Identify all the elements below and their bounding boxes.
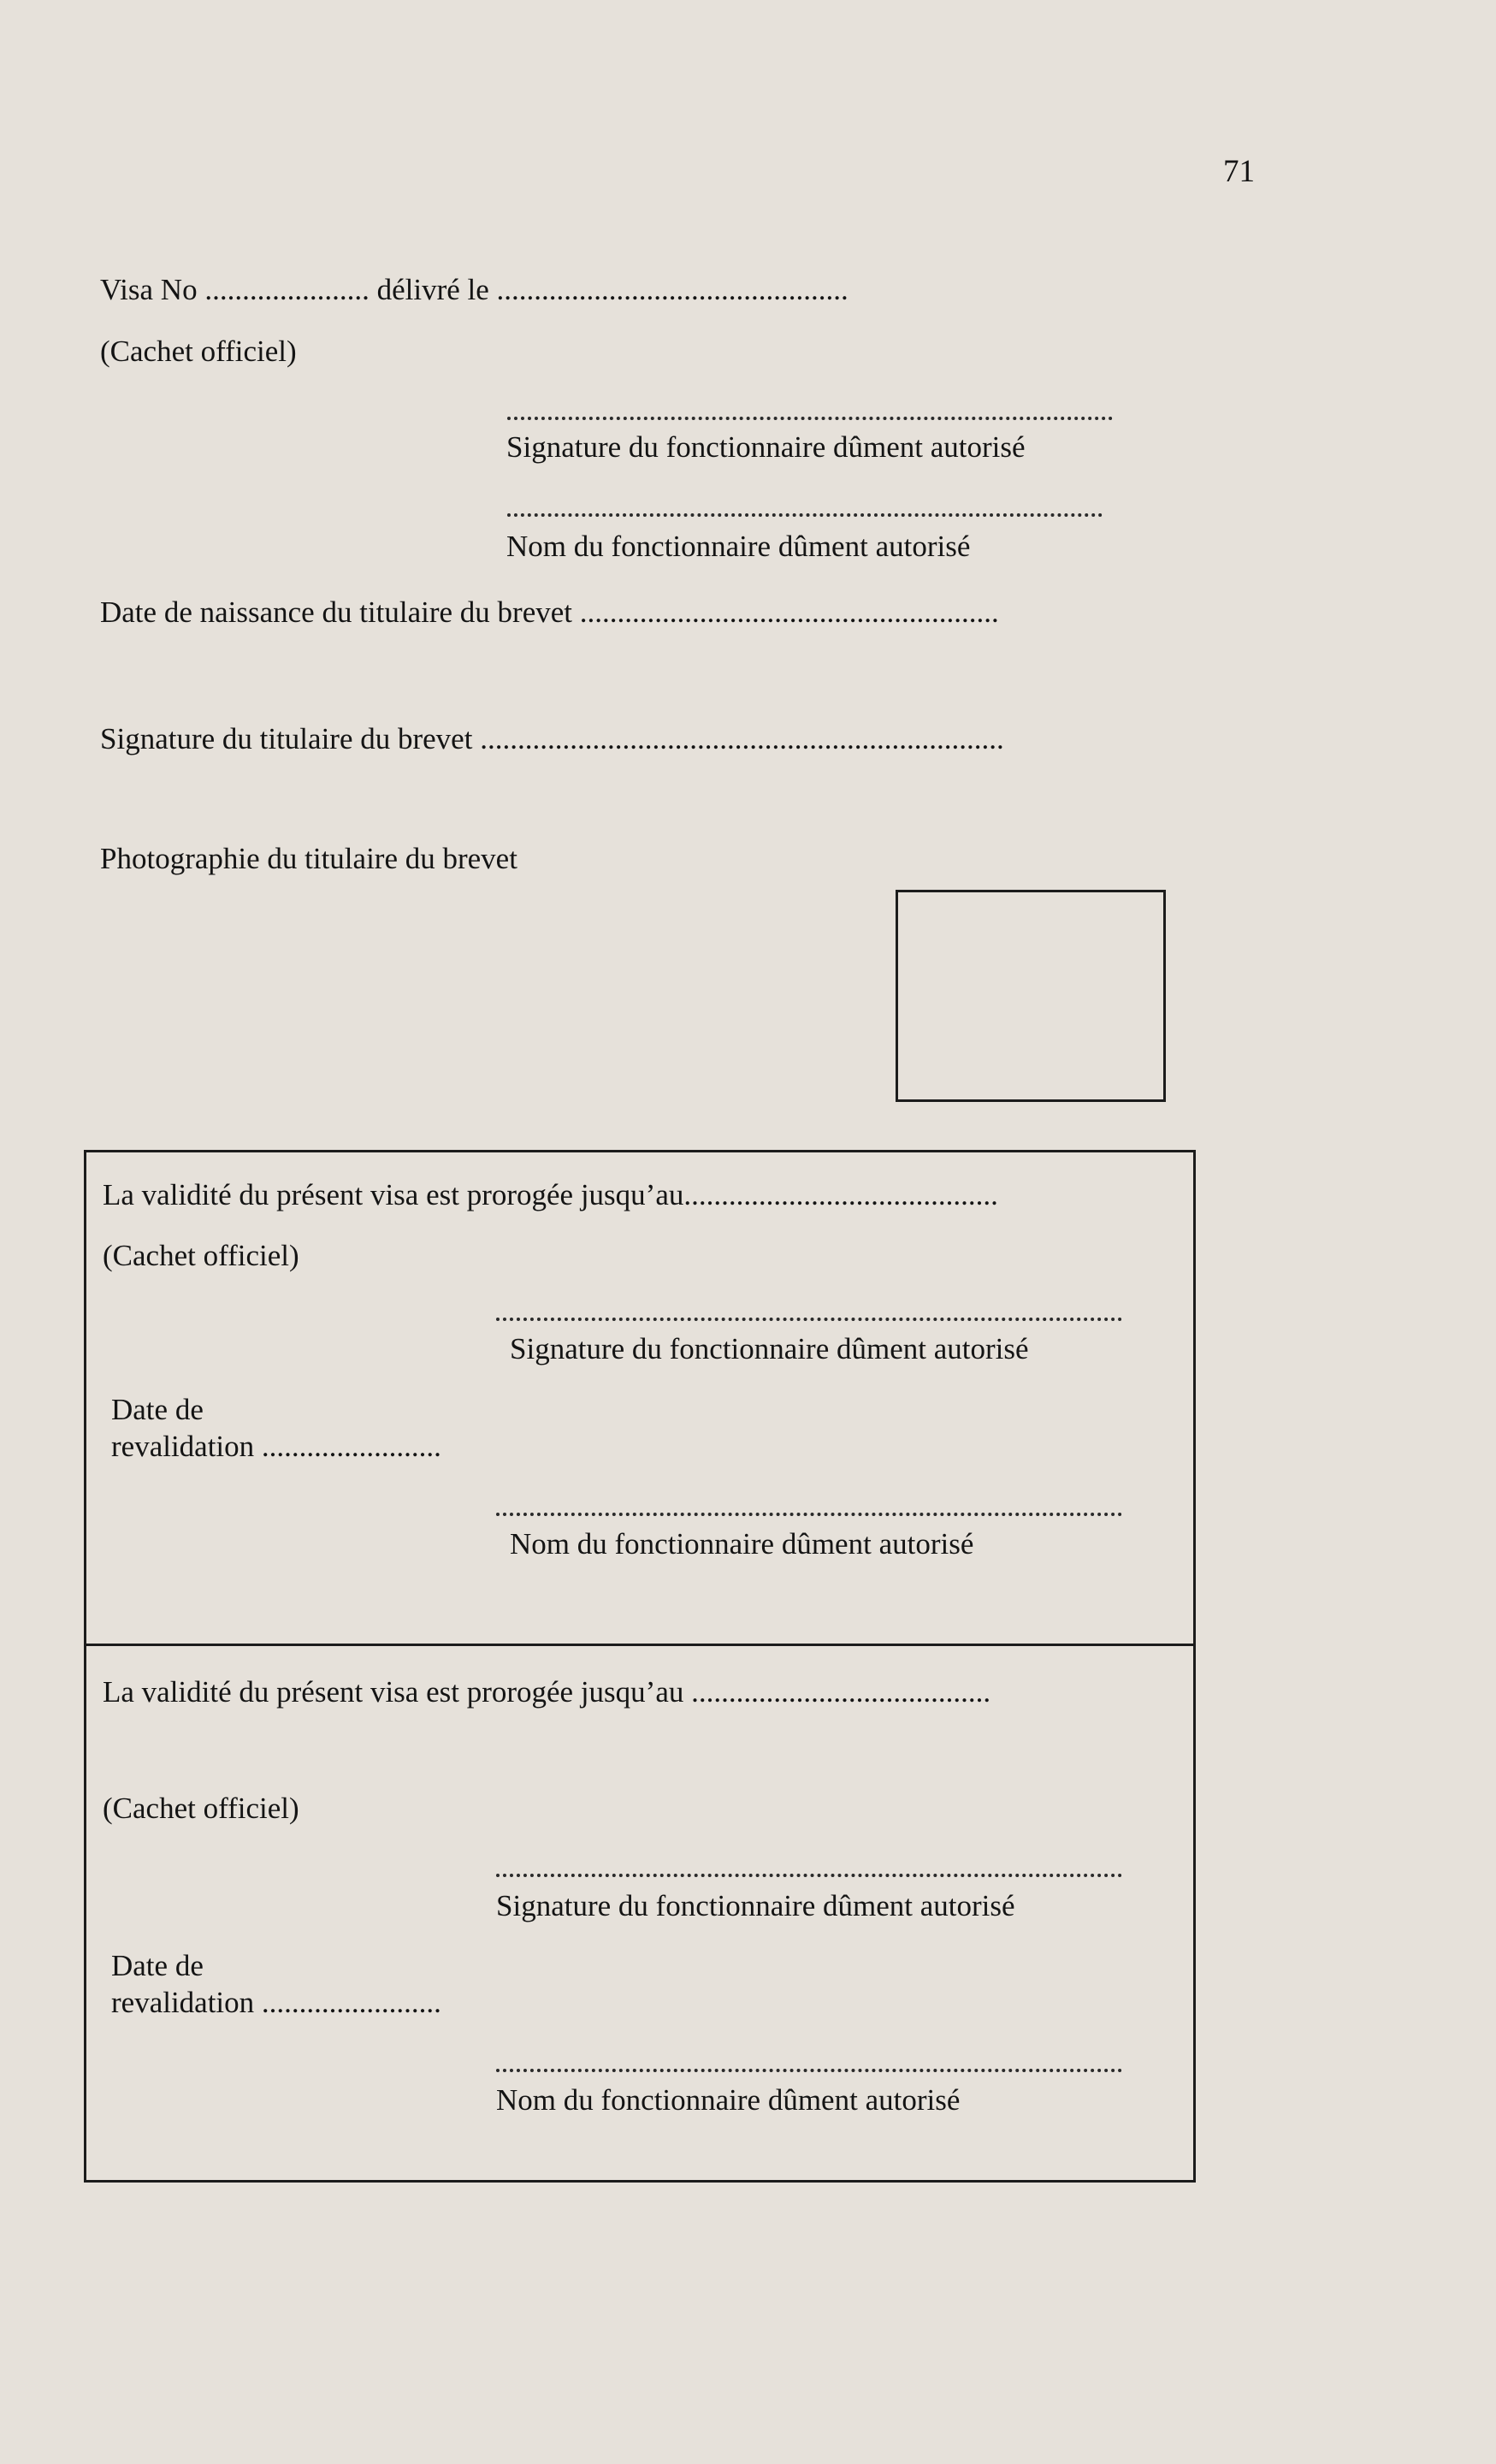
extension-2-revalidation-label: revalidation xyxy=(111,1986,262,2019)
extension-2-name-field[interactable] xyxy=(496,2069,1122,2072)
official-signature-caption: Signature du fonctionnaire dûment autorisé xyxy=(506,430,1026,464)
extension-2-stamp-label: (Cachet officiel) xyxy=(103,1792,299,1825)
extension-2-revalidation-label-line1: Date de xyxy=(111,1949,204,1982)
official-signature-field[interactable] xyxy=(507,417,1113,420)
official-stamp-label: (Cachet officiel) xyxy=(100,335,297,368)
official-name-field[interactable] xyxy=(507,513,1103,517)
extension-2-validity-field[interactable]: ........................................ xyxy=(691,1675,991,1709)
extension-2-signature-caption: Signature du fonctionnaire dûment autorisé xyxy=(496,1889,1015,1922)
holder-signature-field[interactable]: ...................................................................... xyxy=(480,722,1004,755)
extension-1-validity-label: La validité du présent visa est prorogée jusqu’au xyxy=(103,1178,684,1211)
extension-panel-1 xyxy=(84,1150,1196,1646)
issued-on-field[interactable]: ............................................... xyxy=(496,273,849,306)
extension-1-signature-field[interactable] xyxy=(496,1318,1122,1321)
holder-signature-label: Signature du titulaire du brevet xyxy=(100,722,481,755)
extension-2-name-caption: Nom du fonctionnaire dûment autorisé xyxy=(496,2083,961,2117)
holder-birthdate-line xyxy=(100,595,999,631)
extension-2-validity-line xyxy=(103,1674,990,1710)
extension-1-name-caption: Nom du fonctionnaire dûment autorisé xyxy=(510,1527,974,1561)
official-name-caption: Nom du fonctionnaire dûment autorisé xyxy=(506,530,971,563)
holder-birthdate-label: Date de naissance du titulaire du brevet xyxy=(100,595,580,629)
extension-2-revalidation-line xyxy=(111,1985,441,2021)
visa-number-field[interactable]: ...................... xyxy=(204,273,370,306)
extension-1-revalidation-label-line1: Date de xyxy=(111,1393,204,1426)
visa-number-line xyxy=(100,272,849,308)
extension-1-validity-line xyxy=(103,1177,998,1213)
extension-1-stamp-label: (Cachet officiel) xyxy=(103,1239,299,1272)
extension-2-validity-label: La validité du présent visa est prorogée jusqu’au xyxy=(103,1675,692,1709)
extension-1-revalidation-line xyxy=(111,1429,441,1465)
page-number: 71 xyxy=(1223,154,1255,189)
extension-1-revalidation-label: revalidation xyxy=(111,1430,262,1463)
holder-photo-label: Photographie du titulaire du brevet xyxy=(100,842,517,875)
extension-1-name-field[interactable] xyxy=(496,1513,1122,1516)
issued-on-label: délivré le xyxy=(369,273,497,306)
visa-number-label: Visa No xyxy=(100,273,205,306)
extension-1-revalidation-field[interactable]: ........................ xyxy=(261,1430,441,1463)
holder-birthdate-field[interactable]: ........................................................ xyxy=(579,595,999,629)
extension-1-validity-field[interactable]: .......................................... xyxy=(683,1178,998,1211)
holder-signature-line xyxy=(100,721,1004,757)
holder-photo-box[interactable] xyxy=(896,890,1166,1102)
extension-1-signature-caption: Signature du fonctionnaire dûment autorisé xyxy=(510,1332,1029,1365)
extension-2-revalidation-field[interactable]: ........................ xyxy=(261,1986,441,2019)
extension-2-signature-field[interactable] xyxy=(496,1874,1122,1877)
